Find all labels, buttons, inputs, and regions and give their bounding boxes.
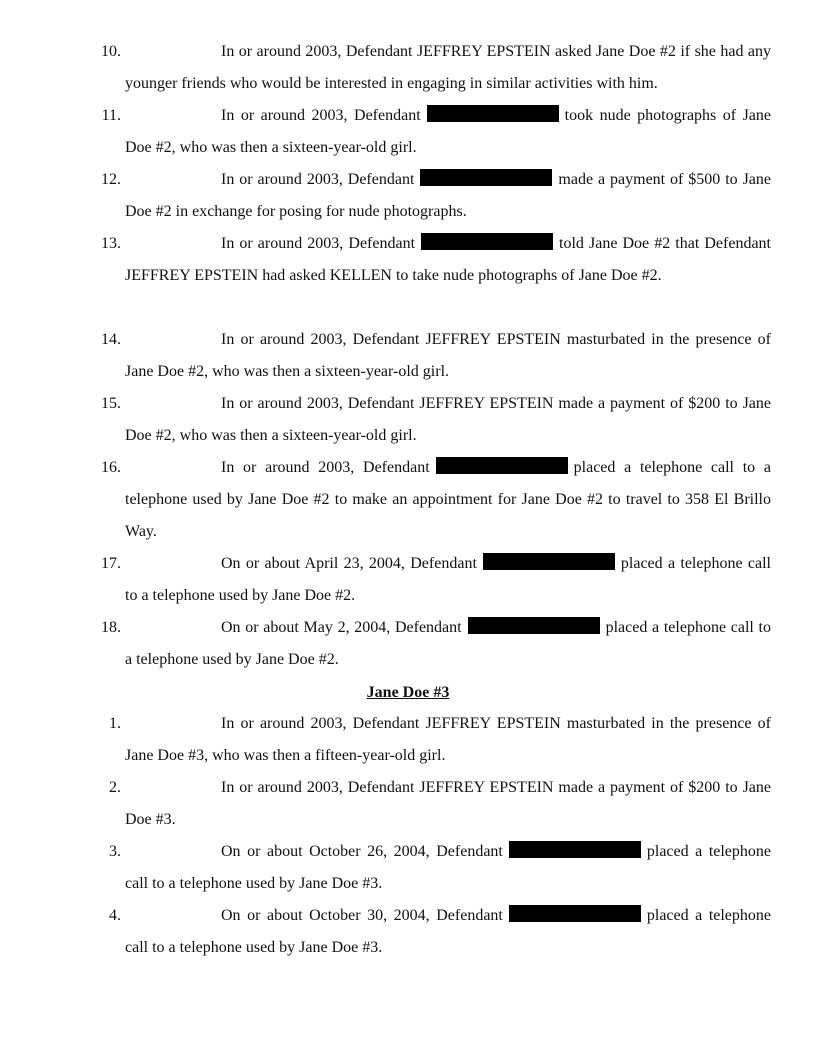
paragraph-text: In or around 2003, Defendant took nude photographs of Jane Doe #2, who was then a sixteen-year-old girl. [125,107,771,156]
paragraph-number: 14. [101,331,121,348]
redaction-block [420,169,552,186]
paragraph-number: 10. [101,43,121,60]
paragraph-text: In or around 2003, Defendant placed a telephone call to a telephone used by Jane Doe #2 to make an appointment for Jane Doe #2 to travel to 358 El Brillo Way. [125,459,772,540]
paragraph-number: 11. [101,107,121,124]
paragraph-number: 12. [101,171,121,188]
redaction-block [427,105,559,122]
paragraph-text: In or around 2003, Defendant made a payment of $500 to Jane Doe #2 in exchange for posing for nude photographs. [125,171,772,220]
paragraph-number: 17. [101,555,121,572]
paragraph-number: 15. [101,395,121,412]
paragraph-text: In or around 2003, Defendant JEFFREY EPSTEIN masturbated in the presence of Jane Doe #2, who was then a sixteen-year-old girl. [125,331,771,380]
paragraph-number: 13. [101,235,121,252]
paragraph-number: 4. [109,907,121,924]
paragraph-text: In or around 2003, Defendant JEFFREY EPSTEIN made a payment of $200 to Jane Doe #3. [125,779,771,828]
paragraph-text: In or around 2003, Defendant JEFFREY EPSTEIN made a payment of $200 to Jane Doe #2, who was then a sixteen-year-old girl. [125,395,771,444]
redaction-block [468,617,600,634]
paragraph-text: On or about October 26, 2004, Defendant placed a telephone call to a telephone used by Jane Doe #3. [125,843,772,892]
redaction-block [421,233,553,250]
paragraph-text: On or about May 2, 2004, Defendant placed a telephone call to a telephone used by Jane Doe #2. [125,619,772,668]
redaction-block [509,841,641,858]
paragraph-number: 16. [101,459,121,476]
paragraph-text: On or about April 23, 2004, Defendant placed a telephone call to a telephone used by Jane Doe #2. [125,555,772,604]
section-heading-jane-doe-3: Jane Doe #3 [366,684,450,701]
paragraph-number: 3. [109,843,121,860]
paragraph-number: 2. [109,779,121,796]
redaction-block [483,553,615,570]
paragraph-number: 1. [109,715,121,732]
redaction-block [436,457,568,474]
paragraph-text: In or around 2003, Defendant told Jane Doe #2 that Defendant JEFFREY EPSTEIN had asked KELLEN to take nude photographs of Jane Doe #2. [125,235,772,284]
redaction-block [509,905,641,922]
paragraph-number: 18. [101,619,121,636]
paragraph-text: In or around 2003, Defendant JEFFREY EPSTEIN asked Jane Doe #2 if she had any younger friends who would be interested in engaging in similar activities with him. [125,43,771,92]
paragraph-text: In or around 2003, Defendant JEFFREY EPSTEIN masturbated in the presence of Jane Doe #3, who was then a fifteen-year-old girl. [125,715,771,764]
paragraph-text: On or about October 30, 2004, Defendant placed a telephone call to a telephone used by Jane Doe #3. [125,907,772,956]
